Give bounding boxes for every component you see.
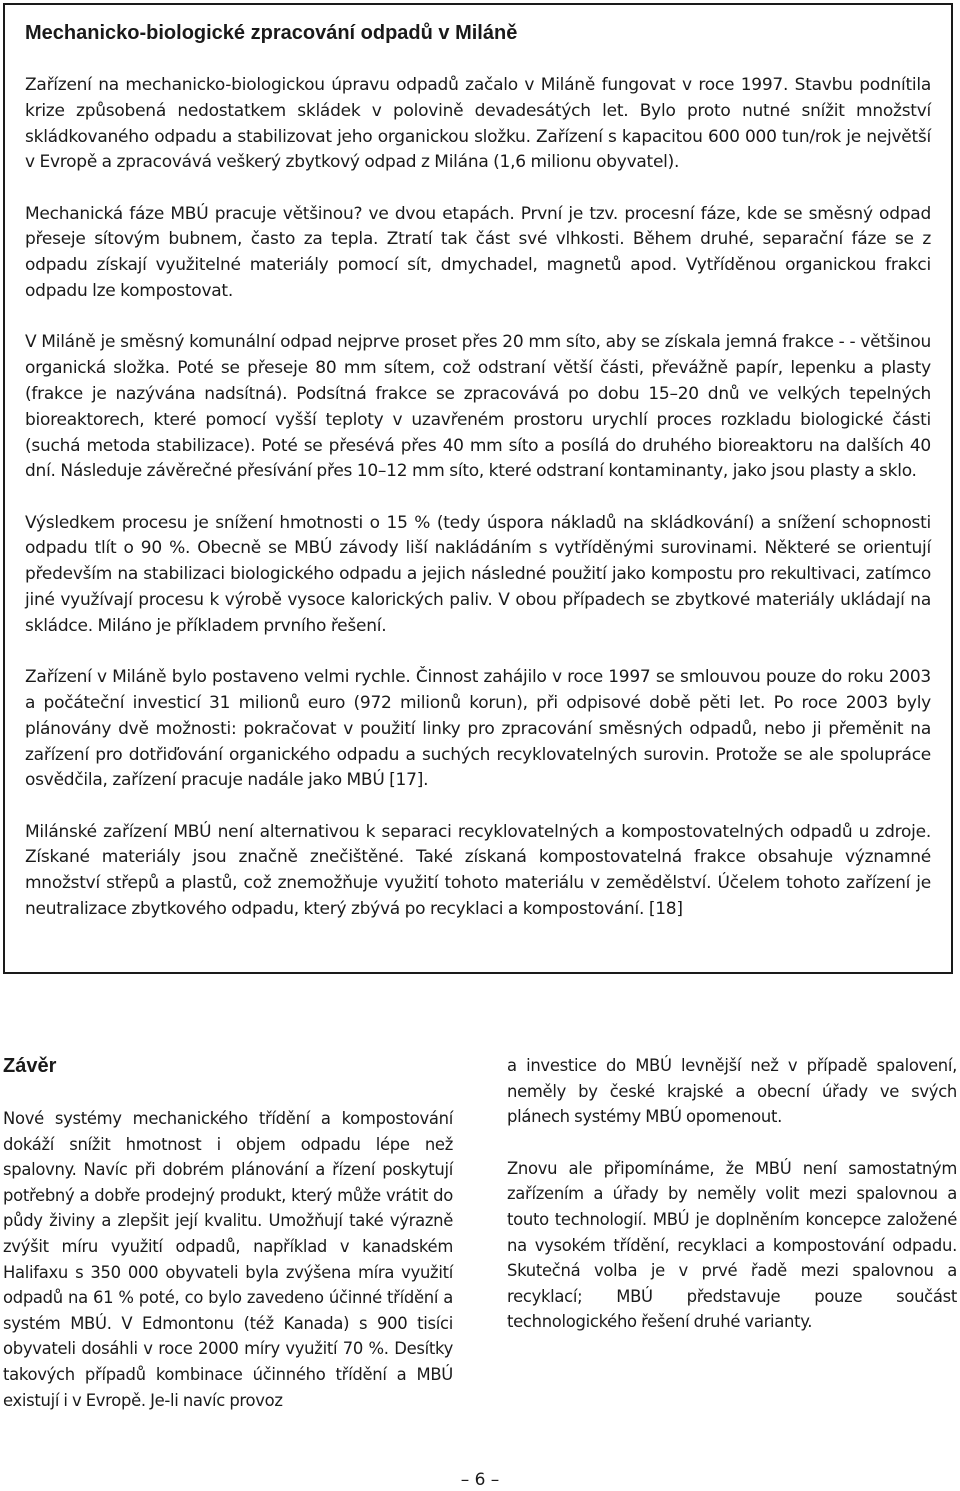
box-paragraph-1: Zařízení na mechanicko-biologickou úpravu odpadů začalo v Miláně fungovat v roce 1997. Stavbu podnítila krize způsobená nedostatkem skládek v polovině devadesátých let. Bylo proto nutné snížit množství skládkovaného odpadu a stabilizovat jeho organickou složku. Zařízení s kapacitou 600 000 tun/rok je největší v Evropě a zpracovává veškerý zbytkový odpad z Milána (1,6 milionu obyvatel). <box>25 75 931 173</box>
box-paragraph-3: V Miláně je směsný komunální odpad nejprve proset přes 20 mm síto, aby se získala jemná frakce - - většinou organická složka. Poté se přeseje 80 mm sítem, což odstraní větší části, převážně papír, lepenku a plasty (frakce je nazývána nadsítná). Podsítná frakce se zpracovává po dobu 15–20 dnů ve velkých tepelných bioreaktorech, které pomocí vyšší teploty v uzavřeném prostoru urychlí proces rozkladu biologické části (suchá metoda stabilizace). Poté se přesévá přes 40 mm síto a posílá do druhého bioreaktoru na dalších 40 dní. Následuje závěrečné přesívání přes 10–12 mm síto, které odstraní kontaminanty, jako jsou plasty a sklo. <box>25 332 931 482</box>
page-number: – 6 – <box>460 1470 500 1490</box>
box-paragraph-2: Mechanická fáze MBÚ pracuje většinou? ve dvou etapách. První je tzv. procesní fáze, kde se směsný odpad přeseje sítovým bubnem, často za tepla. Ztratí tak část své vlhkosti. Během druhé, separační fáze se z odpadu získají využitelné materiály pomocí sít, dmychadel, magnetů apod. Vytříděnou organickou frakci odpadu lze kompostovat. <box>25 203 931 302</box>
box-paragraph-6: Milánské zařízení MBÚ není alternativou k separaci recyklovatelných a kompostovatelných odpadů u zdroje. Získané materiály jsou značně znečištěné. Také získaná kompostovatelná frakce obsahuje významné množství střepů a plastů, což znemožňuje využití tohoto materiálu v zemědělství. Účelem tohoto zařízení je neutralizace zbytkového odpadu, který zbývá po recyklaci a kompostování. [18] <box>25 821 931 920</box>
conclusion-heading: Závěr <box>3 1055 57 1077</box>
conclusion-right-paragraph-2: Znovu ale připomínáme, že MBÚ není samostatným zařízením a úřady by neměly volit mezi spalovnou a touto technologií. MBÚ je doplněním koncepce založené na vysokém třídění, recyklaci a kompostování odpadu. Skutečná volba je v prvé řadě mezi spalovnou a recyklací; MBÚ představuje pouze součást technologického řešení druhé varianty. <box>507 1158 957 1332</box>
milan-case-study-box <box>3 3 953 974</box>
conclusion-left-paragraph-1: Nové systémy mechanického třídění a kompostování dokáží snížit hmotnost i objem odpadu lépe než spalovny. Navíc při dobrém plánování a řízení poskytují potřebný a dobře prodejný produkt, který může vrátit do půdy živiny a zlepšit její kvalitu. Umožňují také výrazně zvýšit míru využití odpadů, například v kanadském Halifaxu s 350 000 obyvateli byla zvýšena míra využití odpadů na 61 % poté, co bylo zavedeno účinné třídění a systém MBÚ. V Edmontonu (též Kanada) s 900 tisíci obyvateli dosáhli v roce 2000 míry využití 70 %. Desítky takových případů kombinace účinného třídění a MBÚ existují i v Evropě. Je-li navíc provoz <box>3 1109 453 1410</box>
box-paragraph-5: Zařízení v Miláně bylo postaveno velmi rychle. Činnost zahájilo v roce 1997 se smlouvou pouze do roku 2003 a počáteční investicí 31 milionů euro (972 milionů korun), při odpisové době pěti let. Po roce 2003 byly plánovány dvě možnosti: pokračovat v použití linky pro zpracování směsných odpadů, nebo ji přeměnit na zařízení pro dotřiďování organického odpadu a suchých recyklovatelných surovin. Protože se ale spolupráce osvědčila, zařízení pracuje nadále jako MBÚ [17]. <box>25 667 931 791</box>
box-paragraph-4: Výsledkem procesu je snížení hmotnosti o 15 % (tedy úspora nákladů na skládkování) a snížení schopnosti odpadu tlít o 90 %. Obecně se MBÚ závody liší nakládáním s vytříděnými surovinami. Některé se orientují především na stabilizaci biologického odpadu a jejich následné použití jako kompostu pro rekultivaci, zatímco jiné využívají procesu k výrobě vysoce kalorických paliv. V obou případech se zbytkové materiály ukládají na skládce. Miláno je příkladem prvního řešení. <box>25 512 931 636</box>
conclusion-right-paragraph-1: a investice do MBÚ levnější než v případě spalovení, neměly by české krajské a obecní úřady ve svých plánech systémy MBÚ opomenout. <box>507 1056 957 1127</box>
box-title: Mechanicko-biologické zpracování odpadů v Miláně <box>25 22 518 44</box>
conclusion-right-column <box>507 1053 957 1361</box>
conclusion-left-column <box>3 1052 453 1439</box>
